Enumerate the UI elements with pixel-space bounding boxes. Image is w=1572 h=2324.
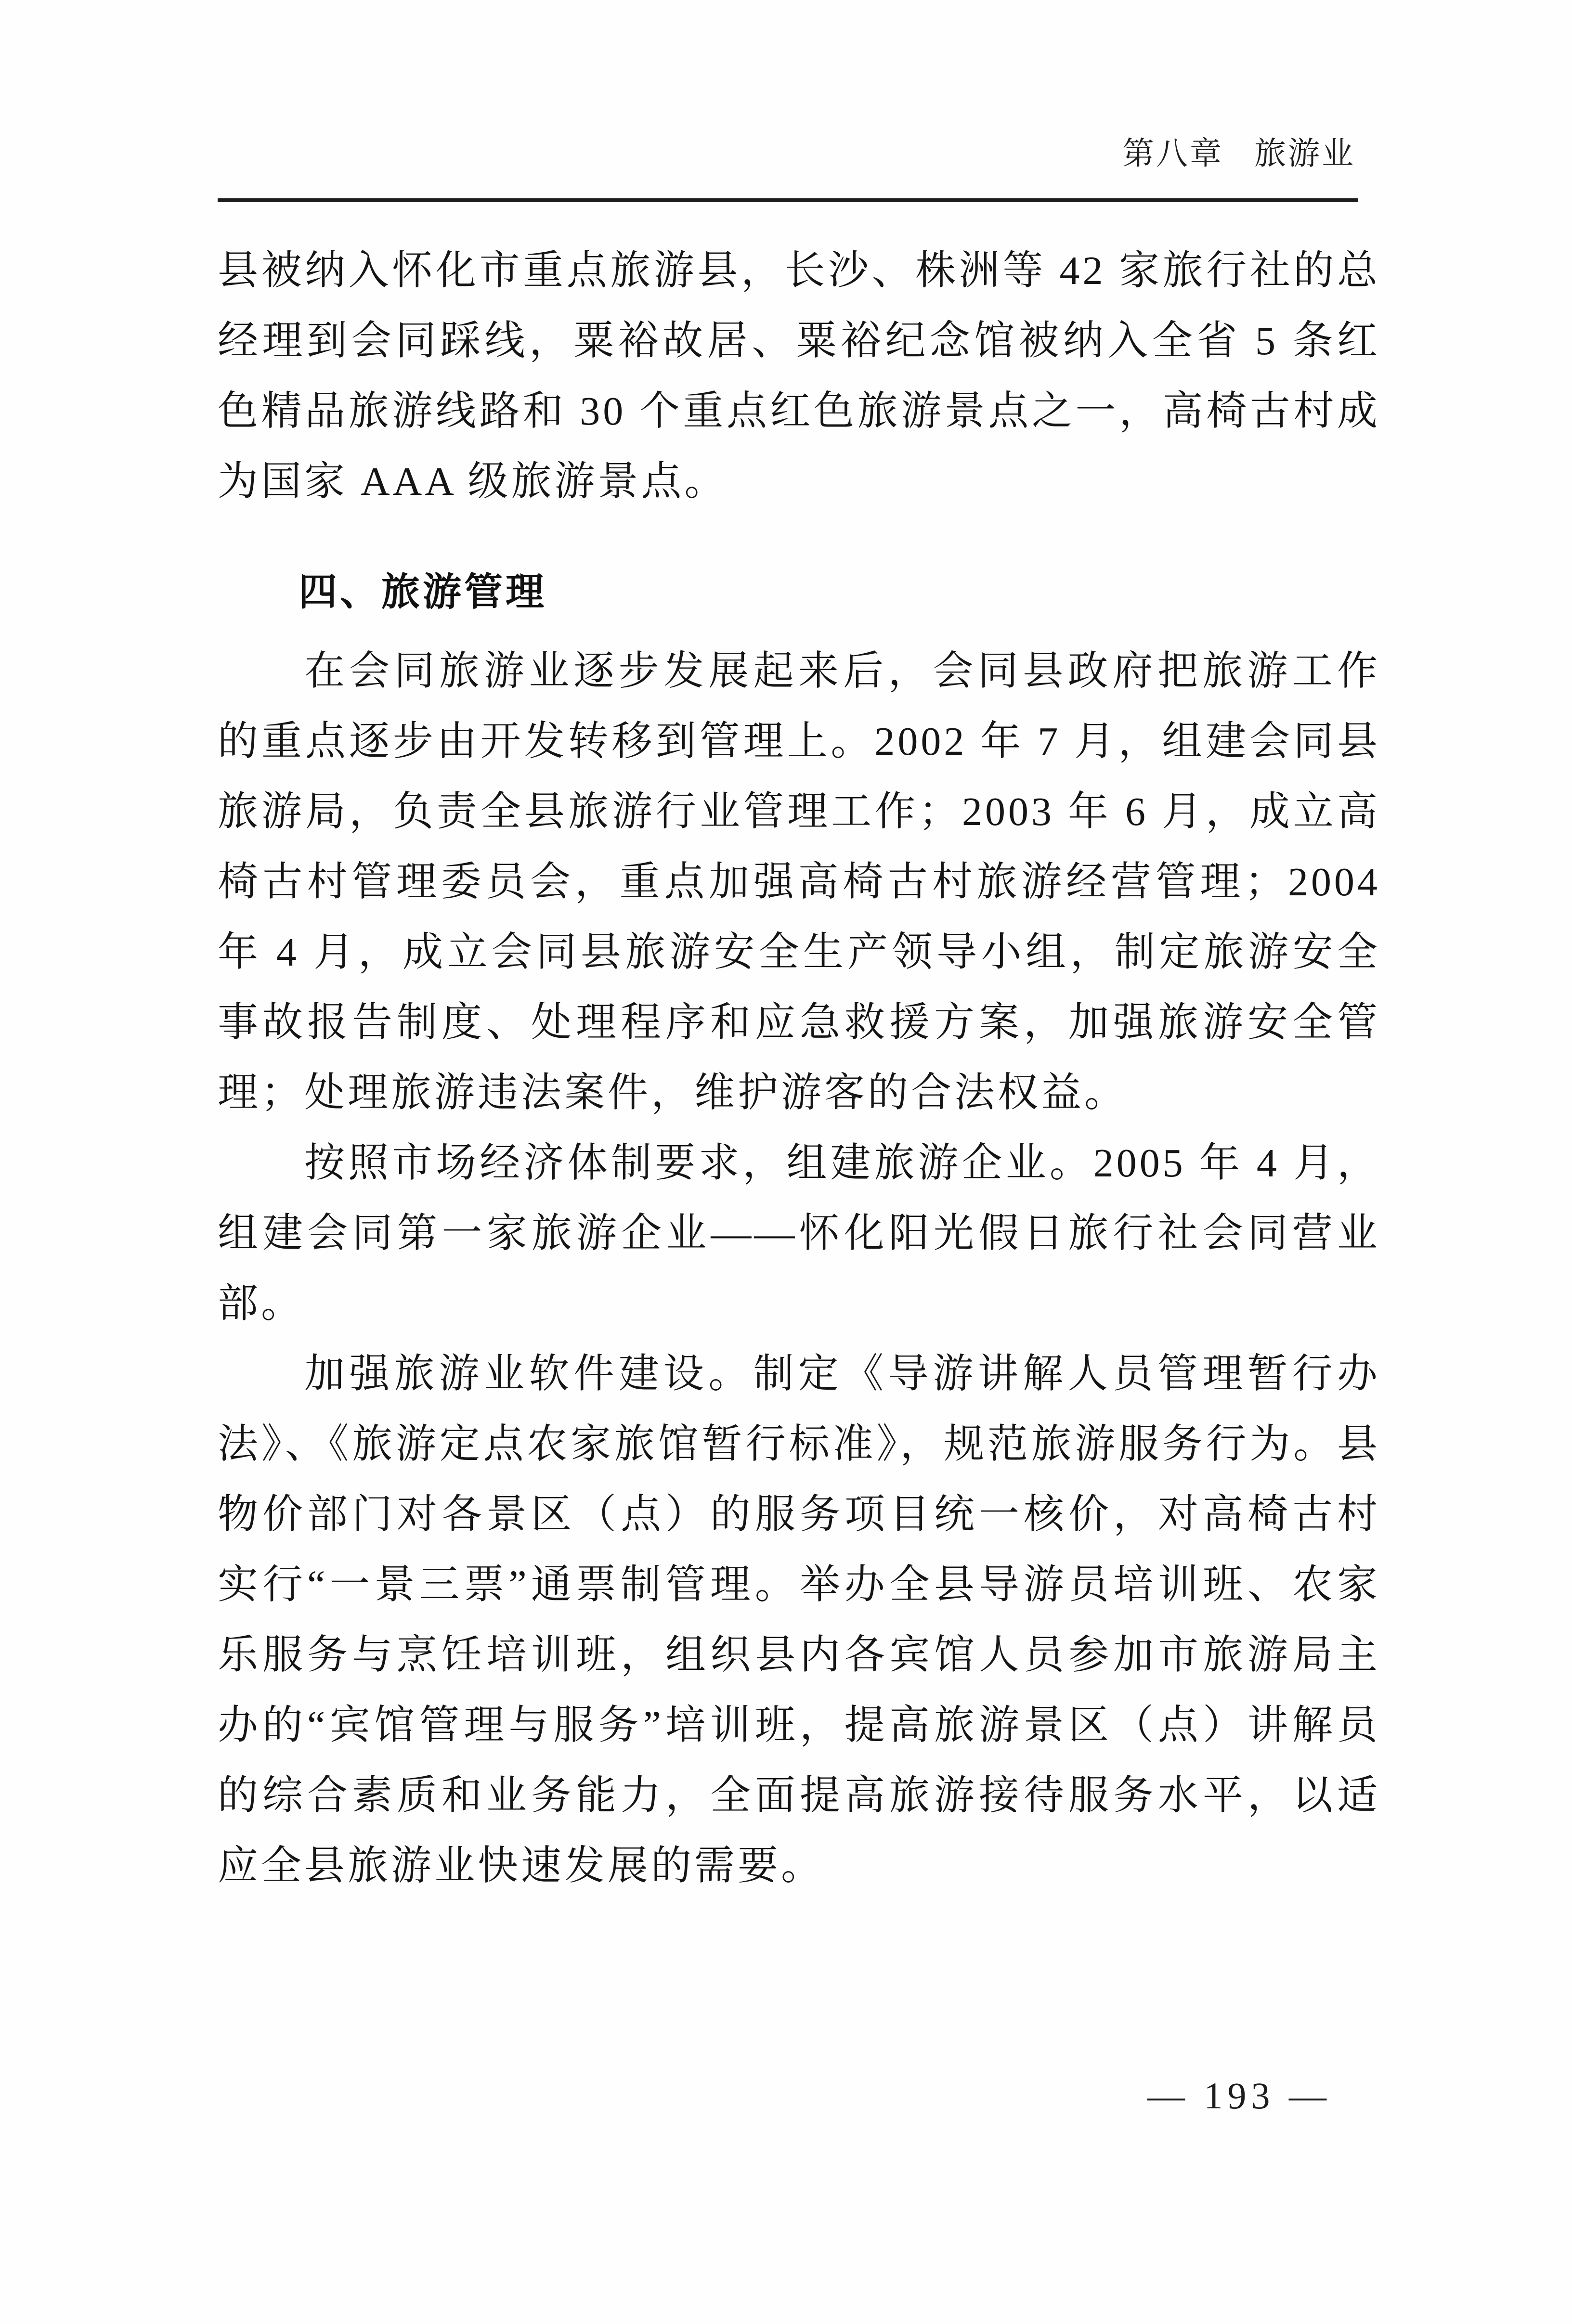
section-heading: 四、旅游管理 <box>299 570 547 613</box>
paragraph-continuation: 县被纳入怀化市重点旅游县，长沙、株洲等 42 家旅行社的总经理到会同踩线，粟裕故居、粟裕纪念馆被纳入全省 5 条红色精品旅游线路和 30 个重点红色旅游景点之一，高椅古村成为国家 AAA 级旅游景点。 <box>218 248 1380 504</box>
paragraph: 在会同旅游业逐步发展起来后，会同县政府把旅游工作的重点逐步由开发转移到管理上。2002 年 7 月，组建会同县旅游局，负责全县旅游行业管理工作；2003 年 6 月，成立高椅古村管理委员会，重点加强高椅古村旅游经营管理；2004 年 4 月，成立会同县旅游安全生产领导小组，制定旅游安全事故报告制度、处理程序和应急救援方案，加强旅游安全管理；处理旅游违法案件，维护游客的合法权益。 <box>218 649 1380 1115</box>
page-content <box>218 0 1380 1901</box>
paragraph: 加强旅游业软件建设。制定《导游讲解人员管理暂行办法》、《旅游定点农家旅馆暂行标准》，规范旅游服务行为。县物价部门对各景区（点）的服务项目统一核价，对高椅古村实行“一景三票”通票制管理。举办全县导游员培训班、农家乐服务与烹饪培训班，组织县内各宾馆人员参加市旅游局主办的“宾馆管理与服务”培训班，提高旅游景区（点）讲解员的综合素质和业务能力，全面提高旅游接待服务水平，以适应全县旅游业快速发展的需要。 <box>218 1352 1380 1888</box>
chapter-number: 第八章 <box>1122 136 1223 171</box>
chapter-title: 旅游业 <box>1254 136 1355 171</box>
page-number <box>1147 2074 1331 2118</box>
header-rule <box>218 198 1358 202</box>
page-number-text: — 193 — <box>1147 2075 1331 2117</box>
running-header <box>218 134 1380 174</box>
paragraph: 按照市场经济体制要求，组建旅游企业。2005 年 4 月，组建会同第一家旅游企业——怀化阳光假日旅行社会同营业部。 <box>218 1141 1380 1326</box>
